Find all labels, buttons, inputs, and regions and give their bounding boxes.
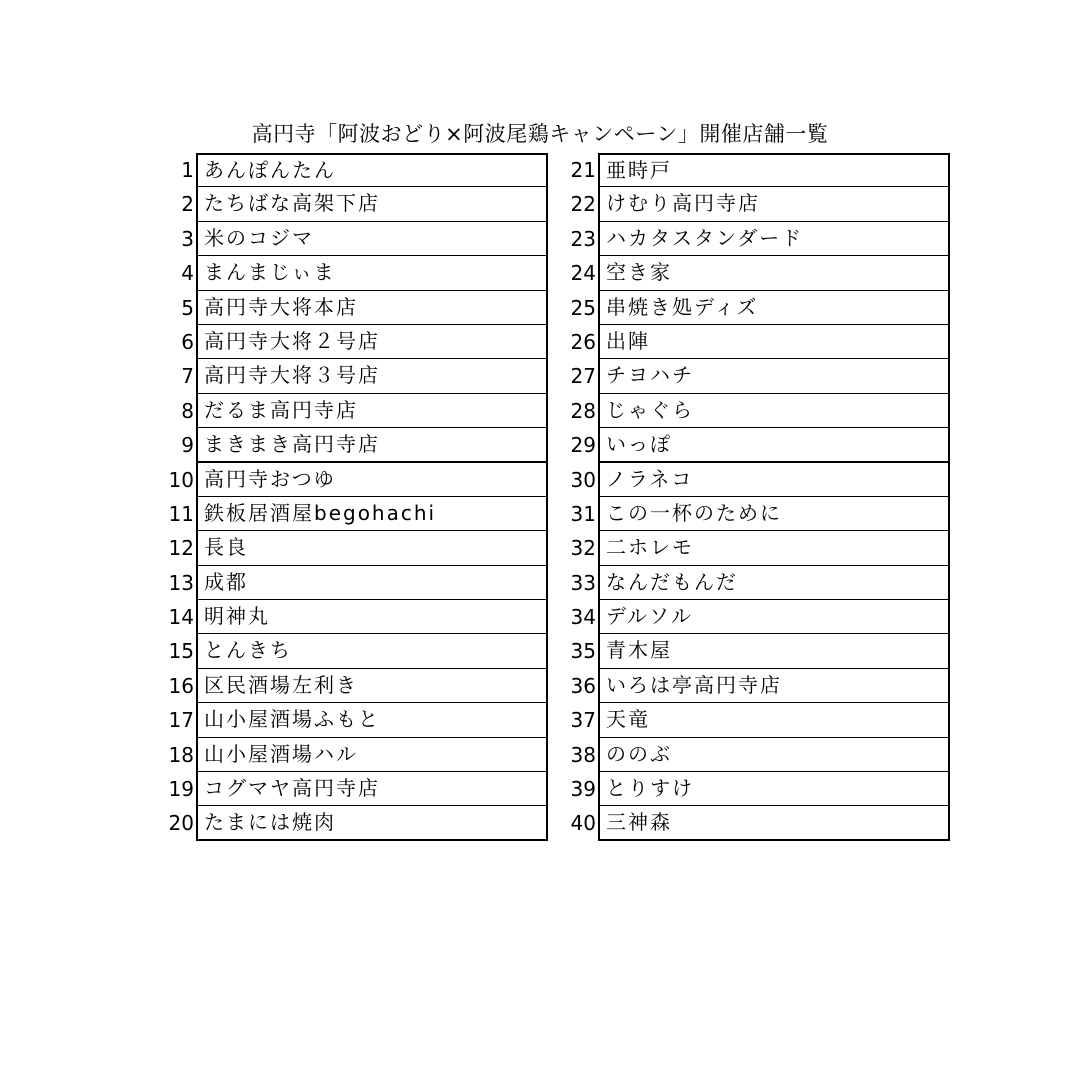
page-title: 高円寺「阿波おどり×阿波尾鶏キャンペーン」開催店舗一覧 <box>251 122 829 146</box>
row-number: 29 <box>570 433 596 458</box>
store-name: 出陣 <box>598 325 950 359</box>
store-name: とんきち <box>196 634 548 668</box>
store-name: たまには焼肉 <box>196 806 548 840</box>
table-row <box>557 566 950 600</box>
table-row <box>155 428 548 462</box>
table-row <box>155 291 548 325</box>
store-name: 長良 <box>196 531 548 565</box>
row-number: 25 <box>570 295 596 320</box>
row-number: 40 <box>570 811 596 836</box>
table-row <box>155 394 548 428</box>
row-number: 10 <box>168 467 194 492</box>
row-number: 6 <box>181 329 194 354</box>
store-list-left <box>155 153 548 841</box>
row-number: 26 <box>570 329 596 354</box>
table-row <box>557 153 950 187</box>
row-number: 13 <box>168 570 194 595</box>
store-name: たちばな高架下店 <box>196 187 548 221</box>
store-name: 天竜 <box>598 703 950 737</box>
table-row <box>155 187 548 221</box>
row-number: 9 <box>181 433 194 458</box>
table-row <box>155 738 548 772</box>
row-number: 32 <box>570 536 596 561</box>
store-name: 高円寺おつゆ <box>196 463 548 497</box>
store-name: ハカタスタンダード <box>598 222 950 256</box>
row-number: 8 <box>181 398 194 423</box>
table-row <box>155 531 548 565</box>
row-number: 14 <box>168 605 194 630</box>
store-name: コグマヤ高円寺店 <box>196 772 548 806</box>
table-row <box>155 634 548 668</box>
store-name: 成都 <box>196 566 548 600</box>
row-number: 35 <box>570 639 596 664</box>
row-number: 21 <box>570 158 596 182</box>
table-row <box>155 566 548 600</box>
table-row <box>557 531 950 565</box>
store-name: まきまき高円寺店 <box>196 428 548 462</box>
store-name: 青木屋 <box>598 634 950 668</box>
row-number: 7 <box>181 364 194 389</box>
store-name: チヨハチ <box>598 359 950 393</box>
row-number: 33 <box>570 570 596 595</box>
store-name: 明神丸 <box>196 600 548 634</box>
row-number: 34 <box>570 605 596 630</box>
row-number: 37 <box>570 708 596 733</box>
table-row <box>557 187 950 221</box>
table-row <box>557 738 950 772</box>
row-number: 4 <box>181 261 194 286</box>
row-number: 23 <box>570 226 596 251</box>
table-row <box>557 428 950 462</box>
store-name: 空き家 <box>598 256 950 290</box>
store-name: ののぶ <box>598 738 950 772</box>
row-number: 27 <box>570 364 596 389</box>
table-row <box>557 256 950 290</box>
row-number: 3 <box>181 226 194 251</box>
table-row <box>155 669 548 703</box>
row-number: 28 <box>570 398 596 423</box>
row-number: 1 <box>181 158 194 182</box>
row-number: 36 <box>570 673 596 698</box>
table-row <box>155 256 548 290</box>
table-row <box>557 359 950 393</box>
table-row <box>155 772 548 806</box>
row-number: 12 <box>168 536 194 561</box>
store-name: 串焼き処ディズ <box>598 291 950 325</box>
table-row <box>557 497 950 531</box>
store-name: 高円寺大将２号店 <box>196 325 548 359</box>
table-row <box>155 153 548 187</box>
table-row <box>557 291 950 325</box>
table-row <box>557 222 950 256</box>
store-name: デルソル <box>598 600 950 634</box>
store-name: なんだもんだ <box>598 566 950 600</box>
table-row <box>155 359 548 393</box>
table-row <box>557 600 950 634</box>
row-number: 31 <box>570 501 596 526</box>
table-row <box>155 600 548 634</box>
store-name: いろは亭高円寺店 <box>598 669 950 703</box>
table-row <box>155 703 548 737</box>
row-number: 24 <box>570 261 596 286</box>
store-name: けむり高円寺店 <box>598 187 950 221</box>
store-name: 鉄板居酒屋begohachi <box>196 497 548 531</box>
table-row <box>557 806 950 840</box>
store-name: ノラネコ <box>598 463 950 497</box>
row-number: 30 <box>570 467 596 492</box>
store-name: 三神森 <box>598 806 950 840</box>
store-name: 山小屋酒場ハル <box>196 738 548 772</box>
store-list-right <box>557 153 950 841</box>
store-name: とりすけ <box>598 772 950 806</box>
row-number: 16 <box>168 673 194 698</box>
row-number: 17 <box>168 708 194 733</box>
store-name: 高円寺大将３号店 <box>196 359 548 393</box>
table-row <box>557 634 950 668</box>
row-number: 2 <box>181 192 194 217</box>
row-number: 22 <box>570 192 596 217</box>
table-row <box>557 463 950 497</box>
row-number: 5 <box>181 295 194 320</box>
table-row <box>557 669 950 703</box>
store-name: 亜時戸 <box>598 153 950 187</box>
row-number: 38 <box>570 742 596 767</box>
store-name: 二ホレモ <box>598 531 950 565</box>
row-number: 18 <box>168 742 194 767</box>
table-row <box>557 394 950 428</box>
table-row <box>155 463 548 497</box>
store-name: いっぽ <box>598 428 950 462</box>
table-row <box>557 703 950 737</box>
row-number: 39 <box>570 777 596 802</box>
table-row <box>155 806 548 840</box>
table-row <box>557 325 950 359</box>
row-number: 20 <box>168 811 194 836</box>
store-name: 区民酒場左利き <box>196 669 548 703</box>
table-row <box>155 325 548 359</box>
table-row <box>155 497 548 531</box>
table-row <box>155 222 548 256</box>
store-name: 米のコジマ <box>196 222 548 256</box>
store-name: だるま高円寺店 <box>196 394 548 428</box>
row-number: 19 <box>168 777 194 802</box>
row-number: 11 <box>168 501 194 526</box>
table-row <box>557 772 950 806</box>
store-name: じゃぐら <box>598 394 950 428</box>
store-name: あんぽんたん <box>196 153 548 187</box>
row-number: 15 <box>168 639 194 664</box>
store-name: まんまじぃま <box>196 256 548 290</box>
store-name: この一杯のために <box>598 497 950 531</box>
store-name: 高円寺大将本店 <box>196 291 548 325</box>
store-name: 山小屋酒場ふもと <box>196 703 548 737</box>
